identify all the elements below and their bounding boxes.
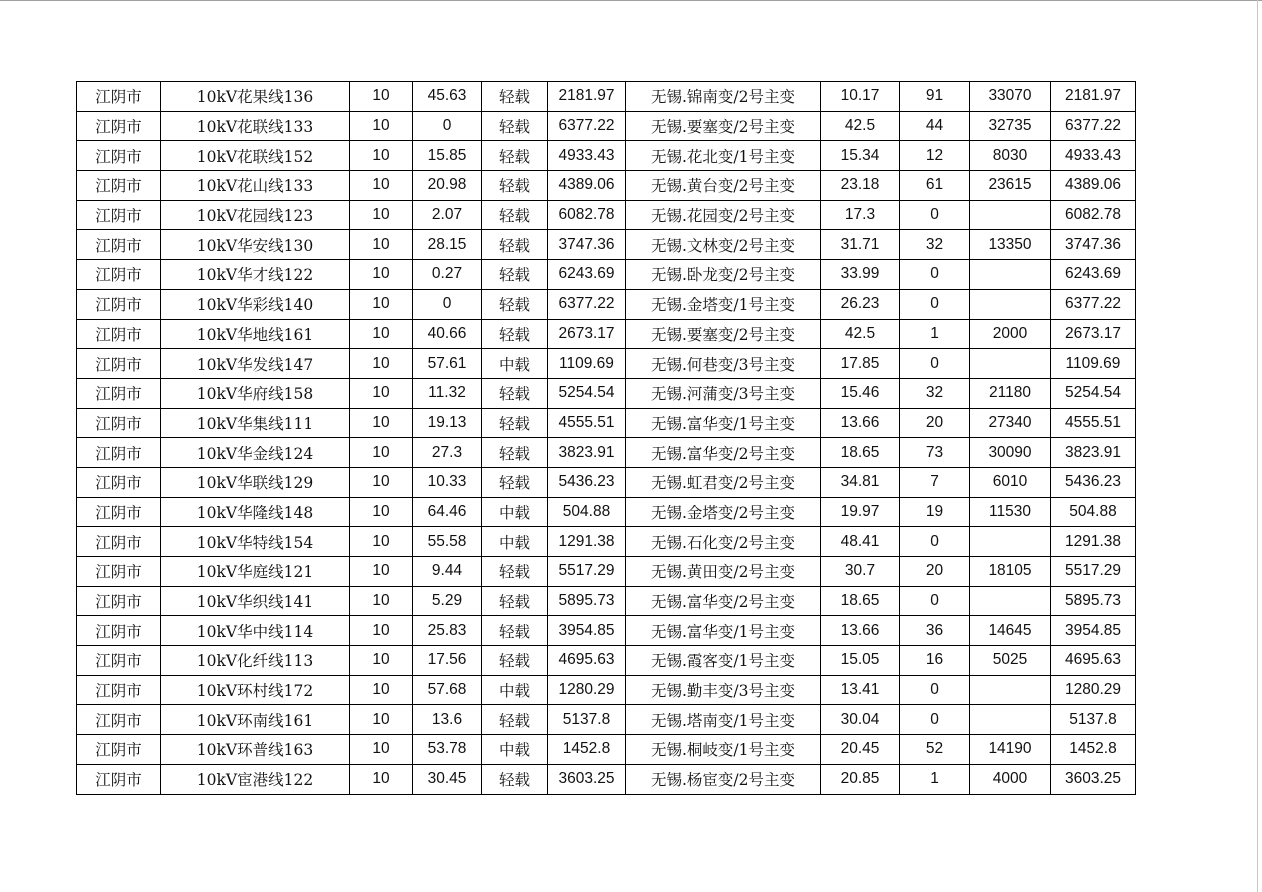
city-cell: 江阴市	[77, 467, 161, 497]
available-capacity-cell: 1291.38	[548, 527, 626, 557]
load-status-cell: 中载	[482, 497, 548, 527]
table-row	[77, 497, 1136, 527]
voltage-cell: 10	[350, 675, 413, 705]
table-row	[77, 260, 1136, 290]
table-row	[77, 289, 1136, 319]
city-cell: 江阴市	[77, 319, 161, 349]
voltage-cell: 10	[350, 408, 413, 438]
line-name-cell: 10kV华庭线121	[161, 557, 350, 587]
table-row	[77, 438, 1136, 468]
table-body	[77, 82, 1136, 795]
user-count-cell: 7	[900, 467, 970, 497]
voltage-cell: 10	[350, 349, 413, 379]
line-name-cell: 10kV花果线136	[161, 82, 350, 112]
transformer-load-rate-cell: 13.41	[821, 675, 900, 705]
load-rate-cell: 27.3	[413, 438, 482, 468]
voltage-cell: 10	[350, 82, 413, 112]
line-name-cell: 10kV环村线172	[161, 675, 350, 705]
line-name-cell: 10kV华才线122	[161, 260, 350, 290]
line-name-cell: 10kV花联线133	[161, 111, 350, 141]
load-rate-cell: 0	[413, 111, 482, 141]
table-row	[77, 586, 1136, 616]
city-cell: 江阴市	[77, 438, 161, 468]
table-row	[77, 171, 1136, 201]
remaining-capacity-cell: 1109.69	[1051, 349, 1136, 379]
load-status-cell: 轻载	[482, 705, 548, 735]
line-name-cell: 10kV华中线114	[161, 616, 350, 646]
load-rate-cell: 13.6	[413, 705, 482, 735]
remaining-capacity-cell: 3747.36	[1051, 230, 1136, 260]
load-status-cell: 轻载	[482, 764, 548, 794]
city-cell: 江阴市	[77, 675, 161, 705]
substation-transformer-cell: 无锡.黄台变/2号主变	[626, 171, 821, 201]
available-capacity-cell: 5517.29	[548, 557, 626, 587]
city-cell: 江阴市	[77, 141, 161, 171]
remaining-capacity-cell: 2181.97	[1051, 82, 1136, 112]
remaining-capacity-cell: 3823.91	[1051, 438, 1136, 468]
line-name-cell: 10kV华金线124	[161, 438, 350, 468]
user-count-cell: 0	[900, 586, 970, 616]
transformer-load-rate-cell: 18.65	[821, 586, 900, 616]
transformer-load-rate-cell: 33.99	[821, 260, 900, 290]
remaining-capacity-cell: 5254.54	[1051, 378, 1136, 408]
transformer-load-rate-cell: 34.81	[821, 467, 900, 497]
substation-transformer-cell: 无锡.文林变/2号主变	[626, 230, 821, 260]
table-row	[77, 557, 1136, 587]
city-cell: 江阴市	[77, 557, 161, 587]
user-count-cell: 73	[900, 438, 970, 468]
city-cell: 江阴市	[77, 230, 161, 260]
city-cell: 江阴市	[77, 646, 161, 676]
available-capacity-cell: 504.88	[548, 497, 626, 527]
available-capacity-cell: 4389.06	[548, 171, 626, 201]
available-capacity-cell: 3823.91	[548, 438, 626, 468]
available-capacity-cell: 3747.36	[548, 230, 626, 260]
load-rate-cell: 9.44	[413, 557, 482, 587]
load-rate-cell: 15.85	[413, 141, 482, 171]
table-row	[77, 230, 1136, 260]
installed-capacity-cell	[970, 260, 1051, 290]
installed-capacity-cell	[970, 675, 1051, 705]
transformer-load-rate-cell: 26.23	[821, 289, 900, 319]
city-cell: 江阴市	[77, 200, 161, 230]
available-capacity-cell: 5137.8	[548, 705, 626, 735]
remaining-capacity-cell: 504.88	[1051, 497, 1136, 527]
installed-capacity-cell: 33070	[970, 82, 1051, 112]
table-row	[77, 378, 1136, 408]
transformer-load-rate-cell: 13.66	[821, 616, 900, 646]
substation-transformer-cell: 无锡.富华变/1号主变	[626, 408, 821, 438]
line-name-cell: 10kV花山线133	[161, 171, 350, 201]
remaining-capacity-cell: 5436.23	[1051, 467, 1136, 497]
installed-capacity-cell: 14645	[970, 616, 1051, 646]
page-right-border	[1257, 0, 1258, 892]
voltage-cell: 10	[350, 200, 413, 230]
city-cell: 江阴市	[77, 735, 161, 765]
user-count-cell: 32	[900, 230, 970, 260]
line-name-cell: 10kV华安线130	[161, 230, 350, 260]
line-name-cell: 10kV花联线152	[161, 141, 350, 171]
user-count-cell: 19	[900, 497, 970, 527]
table-row	[77, 735, 1136, 765]
table-row	[77, 111, 1136, 141]
voltage-cell: 10	[350, 497, 413, 527]
voltage-cell: 10	[350, 111, 413, 141]
user-count-cell: 36	[900, 616, 970, 646]
city-cell: 江阴市	[77, 378, 161, 408]
remaining-capacity-cell: 1291.38	[1051, 527, 1136, 557]
voltage-cell: 10	[350, 646, 413, 676]
user-count-cell: 61	[900, 171, 970, 201]
city-cell: 江阴市	[77, 705, 161, 735]
table-row	[77, 349, 1136, 379]
installed-capacity-cell: 13350	[970, 230, 1051, 260]
substation-transformer-cell: 无锡.花园变/2号主变	[626, 200, 821, 230]
available-capacity-cell: 6243.69	[548, 260, 626, 290]
available-capacity-cell: 1452.8	[548, 735, 626, 765]
user-count-cell: 0	[900, 527, 970, 557]
substation-transformer-cell: 无锡.金塔变/2号主变	[626, 497, 821, 527]
remaining-capacity-cell: 5895.73	[1051, 586, 1136, 616]
user-count-cell: 1	[900, 764, 970, 794]
installed-capacity-cell: 11530	[970, 497, 1051, 527]
user-count-cell: 91	[900, 82, 970, 112]
table-row	[77, 408, 1136, 438]
voltage-cell: 10	[350, 230, 413, 260]
substation-transformer-cell: 无锡.杨宦变/2号主变	[626, 764, 821, 794]
remaining-capacity-cell: 4695.63	[1051, 646, 1136, 676]
user-count-cell: 0	[900, 349, 970, 379]
transformer-load-rate-cell: 15.34	[821, 141, 900, 171]
substation-transformer-cell: 无锡.霞客变/1号主变	[626, 646, 821, 676]
remaining-capacity-cell: 1280.29	[1051, 675, 1136, 705]
voltage-cell: 10	[350, 289, 413, 319]
city-cell: 江阴市	[77, 497, 161, 527]
remaining-capacity-cell: 2673.17	[1051, 319, 1136, 349]
installed-capacity-cell: 18105	[970, 557, 1051, 587]
table-row	[77, 705, 1136, 735]
remaining-capacity-cell: 1452.8	[1051, 735, 1136, 765]
installed-capacity-cell: 6010	[970, 467, 1051, 497]
transformer-load-rate-cell: 31.71	[821, 230, 900, 260]
city-cell: 江阴市	[77, 111, 161, 141]
load-rate-cell: 10.33	[413, 467, 482, 497]
load-status-cell: 轻载	[482, 141, 548, 171]
load-rate-cell: 28.15	[413, 230, 482, 260]
substation-transformer-cell: 无锡.虹君变/2号主变	[626, 467, 821, 497]
load-rate-cell: 55.58	[413, 527, 482, 557]
transformer-load-rate-cell: 48.41	[821, 527, 900, 557]
line-name-cell: 10kV华隆线148	[161, 497, 350, 527]
line-name-cell: 10kV环普线163	[161, 735, 350, 765]
city-cell: 江阴市	[77, 289, 161, 319]
user-count-cell: 20	[900, 557, 970, 587]
page-top-border	[0, 0, 1262, 1]
city-cell: 江阴市	[77, 171, 161, 201]
voltage-cell: 10	[350, 319, 413, 349]
available-capacity-cell: 2673.17	[548, 319, 626, 349]
line-name-cell: 10kV华特线154	[161, 527, 350, 557]
user-count-cell: 0	[900, 289, 970, 319]
available-capacity-cell: 1109.69	[548, 349, 626, 379]
transformer-load-rate-cell: 15.46	[821, 378, 900, 408]
substation-transformer-cell: 无锡.富华变/2号主变	[626, 438, 821, 468]
transformer-load-rate-cell: 30.7	[821, 557, 900, 587]
user-count-cell: 16	[900, 646, 970, 676]
user-count-cell: 0	[900, 260, 970, 290]
available-capacity-cell: 2181.97	[548, 82, 626, 112]
transformer-load-rate-cell: 17.85	[821, 349, 900, 379]
line-name-cell: 10kV华地线161	[161, 319, 350, 349]
remaining-capacity-cell: 5517.29	[1051, 557, 1136, 587]
load-rate-cell: 17.56	[413, 646, 482, 676]
load-status-cell: 中载	[482, 527, 548, 557]
load-status-cell: 轻载	[482, 319, 548, 349]
voltage-cell: 10	[350, 616, 413, 646]
available-capacity-cell: 4933.43	[548, 141, 626, 171]
available-capacity-cell: 6377.22	[548, 289, 626, 319]
available-capacity-cell: 3603.25	[548, 764, 626, 794]
table-row	[77, 616, 1136, 646]
table-row	[77, 764, 1136, 794]
line-name-cell: 10kV华发线147	[161, 349, 350, 379]
voltage-cell: 10	[350, 438, 413, 468]
load-status-cell: 轻载	[482, 230, 548, 260]
transformer-load-rate-cell: 10.17	[821, 82, 900, 112]
substation-transformer-cell: 无锡.要塞变/2号主变	[626, 319, 821, 349]
substation-transformer-cell: 无锡.石化变/2号主变	[626, 527, 821, 557]
installed-capacity-cell	[970, 200, 1051, 230]
load-status-cell: 轻载	[482, 467, 548, 497]
voltage-cell: 10	[350, 467, 413, 497]
load-rate-cell: 57.68	[413, 675, 482, 705]
load-rate-cell: 11.32	[413, 378, 482, 408]
voltage-cell: 10	[350, 764, 413, 794]
load-rate-cell: 0.27	[413, 260, 482, 290]
voltage-cell: 10	[350, 705, 413, 735]
user-count-cell: 0	[900, 675, 970, 705]
remaining-capacity-cell: 6377.22	[1051, 289, 1136, 319]
transformer-load-rate-cell: 30.04	[821, 705, 900, 735]
load-rate-cell: 57.61	[413, 349, 482, 379]
installed-capacity-cell: 8030	[970, 141, 1051, 171]
load-rate-cell: 30.45	[413, 764, 482, 794]
load-rate-cell: 20.98	[413, 171, 482, 201]
remaining-capacity-cell: 4555.51	[1051, 408, 1136, 438]
installed-capacity-cell	[970, 705, 1051, 735]
line-name-cell: 10kV花园线123	[161, 200, 350, 230]
user-count-cell: 20	[900, 408, 970, 438]
available-capacity-cell: 4695.63	[548, 646, 626, 676]
installed-capacity-cell: 4000	[970, 764, 1051, 794]
installed-capacity-cell: 30090	[970, 438, 1051, 468]
load-rate-cell: 0	[413, 289, 482, 319]
load-rate-cell: 5.29	[413, 586, 482, 616]
remaining-capacity-cell: 3603.25	[1051, 764, 1136, 794]
installed-capacity-cell: 5025	[970, 646, 1051, 676]
load-rate-cell: 45.63	[413, 82, 482, 112]
load-status-cell: 轻载	[482, 82, 548, 112]
installed-capacity-cell: 14190	[970, 735, 1051, 765]
substation-transformer-cell: 无锡.要塞变/2号主变	[626, 111, 821, 141]
line-name-cell: 10kV华集线111	[161, 408, 350, 438]
line-name-cell: 10kV环南线161	[161, 705, 350, 735]
voltage-cell: 10	[350, 735, 413, 765]
load-status-cell: 轻载	[482, 616, 548, 646]
load-status-cell: 中载	[482, 675, 548, 705]
available-capacity-cell: 5895.73	[548, 586, 626, 616]
substation-transformer-cell: 无锡.勤丰变/3号主变	[626, 675, 821, 705]
substation-transformer-cell: 无锡.黄田变/2号主变	[626, 557, 821, 587]
city-cell: 江阴市	[77, 527, 161, 557]
load-status-cell: 轻载	[482, 378, 548, 408]
load-status-cell: 轻载	[482, 586, 548, 616]
load-rate-cell: 40.66	[413, 319, 482, 349]
feeder-load-table	[76, 81, 1136, 795]
substation-transformer-cell: 无锡.塔南变/1号主变	[626, 705, 821, 735]
substation-transformer-cell: 无锡.桐岐变/1号主变	[626, 735, 821, 765]
table-row	[77, 141, 1136, 171]
installed-capacity-cell	[970, 586, 1051, 616]
voltage-cell: 10	[350, 557, 413, 587]
load-status-cell: 轻载	[482, 171, 548, 201]
load-status-cell: 中载	[482, 349, 548, 379]
load-rate-cell: 64.46	[413, 497, 482, 527]
substation-transformer-cell: 无锡.河蒲变/3号主变	[626, 378, 821, 408]
remaining-capacity-cell: 4389.06	[1051, 171, 1136, 201]
substation-transformer-cell: 无锡.花北变/1号主变	[626, 141, 821, 171]
transformer-load-rate-cell: 19.97	[821, 497, 900, 527]
installed-capacity-cell	[970, 349, 1051, 379]
line-name-cell: 10kV宦港线122	[161, 764, 350, 794]
city-cell: 江阴市	[77, 764, 161, 794]
voltage-cell: 10	[350, 141, 413, 171]
voltage-cell: 10	[350, 527, 413, 557]
user-count-cell: 0	[900, 705, 970, 735]
load-status-cell: 轻载	[482, 646, 548, 676]
table-row	[77, 467, 1136, 497]
table-row	[77, 200, 1136, 230]
voltage-cell: 10	[350, 260, 413, 290]
substation-transformer-cell: 无锡.何巷变/3号主变	[626, 349, 821, 379]
load-status-cell: 轻载	[482, 111, 548, 141]
installed-capacity-cell: 32735	[970, 111, 1051, 141]
load-status-cell: 轻载	[482, 408, 548, 438]
transformer-load-rate-cell: 17.3	[821, 200, 900, 230]
user-count-cell: 0	[900, 200, 970, 230]
user-count-cell: 12	[900, 141, 970, 171]
load-status-cell: 轻载	[482, 260, 548, 290]
installed-capacity-cell	[970, 289, 1051, 319]
city-cell: 江阴市	[77, 408, 161, 438]
city-cell: 江阴市	[77, 349, 161, 379]
available-capacity-cell: 6082.78	[548, 200, 626, 230]
available-capacity-cell: 5436.23	[548, 467, 626, 497]
remaining-capacity-cell: 5137.8	[1051, 705, 1136, 735]
user-count-cell: 32	[900, 378, 970, 408]
city-cell: 江阴市	[77, 616, 161, 646]
line-name-cell: 10kV华府线158	[161, 378, 350, 408]
transformer-load-rate-cell: 42.5	[821, 111, 900, 141]
remaining-capacity-cell: 6243.69	[1051, 260, 1136, 290]
available-capacity-cell: 1280.29	[548, 675, 626, 705]
load-status-cell: 轻载	[482, 438, 548, 468]
installed-capacity-cell: 27340	[970, 408, 1051, 438]
load-rate-cell: 25.83	[413, 616, 482, 646]
remaining-capacity-cell: 6377.22	[1051, 111, 1136, 141]
city-cell: 江阴市	[77, 260, 161, 290]
city-cell: 江阴市	[77, 82, 161, 112]
city-cell: 江阴市	[77, 586, 161, 616]
user-count-cell: 44	[900, 111, 970, 141]
load-status-cell: 轻载	[482, 557, 548, 587]
available-capacity-cell: 3954.85	[548, 616, 626, 646]
installed-capacity-cell: 23615	[970, 171, 1051, 201]
voltage-cell: 10	[350, 171, 413, 201]
substation-transformer-cell: 无锡.锦南变/2号主变	[626, 82, 821, 112]
table-row	[77, 646, 1136, 676]
installed-capacity-cell: 2000	[970, 319, 1051, 349]
remaining-capacity-cell: 6082.78	[1051, 200, 1136, 230]
voltage-cell: 10	[350, 378, 413, 408]
line-name-cell: 10kV华联线129	[161, 467, 350, 497]
transformer-load-rate-cell: 23.18	[821, 171, 900, 201]
substation-transformer-cell: 无锡.富华变/2号主变	[626, 586, 821, 616]
load-status-cell: 轻载	[482, 200, 548, 230]
substation-transformer-cell: 无锡.富华变/1号主变	[626, 616, 821, 646]
line-name-cell: 10kV华彩线140	[161, 289, 350, 319]
installed-capacity-cell: 21180	[970, 378, 1051, 408]
substation-transformer-cell: 无锡.卧龙变/2号主变	[626, 260, 821, 290]
transformer-load-rate-cell: 20.85	[821, 764, 900, 794]
available-capacity-cell: 5254.54	[548, 378, 626, 408]
user-count-cell: 52	[900, 735, 970, 765]
table-row	[77, 319, 1136, 349]
transformer-load-rate-cell: 15.05	[821, 646, 900, 676]
installed-capacity-cell	[970, 527, 1051, 557]
table-row	[77, 675, 1136, 705]
load-status-cell: 轻载	[482, 289, 548, 319]
transformer-load-rate-cell: 42.5	[821, 319, 900, 349]
load-status-cell: 中载	[482, 735, 548, 765]
available-capacity-cell: 4555.51	[548, 408, 626, 438]
load-rate-cell: 53.78	[413, 735, 482, 765]
voltage-cell: 10	[350, 586, 413, 616]
load-rate-cell: 2.07	[413, 200, 482, 230]
transformer-load-rate-cell: 13.66	[821, 408, 900, 438]
line-name-cell: 10kV化纤线113	[161, 646, 350, 676]
table-row	[77, 82, 1136, 112]
remaining-capacity-cell: 4933.43	[1051, 141, 1136, 171]
table-row	[77, 527, 1136, 557]
transformer-load-rate-cell: 20.45	[821, 735, 900, 765]
user-count-cell: 1	[900, 319, 970, 349]
available-capacity-cell: 6377.22	[548, 111, 626, 141]
load-rate-cell: 19.13	[413, 408, 482, 438]
remaining-capacity-cell: 3954.85	[1051, 616, 1136, 646]
line-name-cell: 10kV华织线141	[161, 586, 350, 616]
transformer-load-rate-cell: 18.65	[821, 438, 900, 468]
substation-transformer-cell: 无锡.金塔变/1号主变	[626, 289, 821, 319]
